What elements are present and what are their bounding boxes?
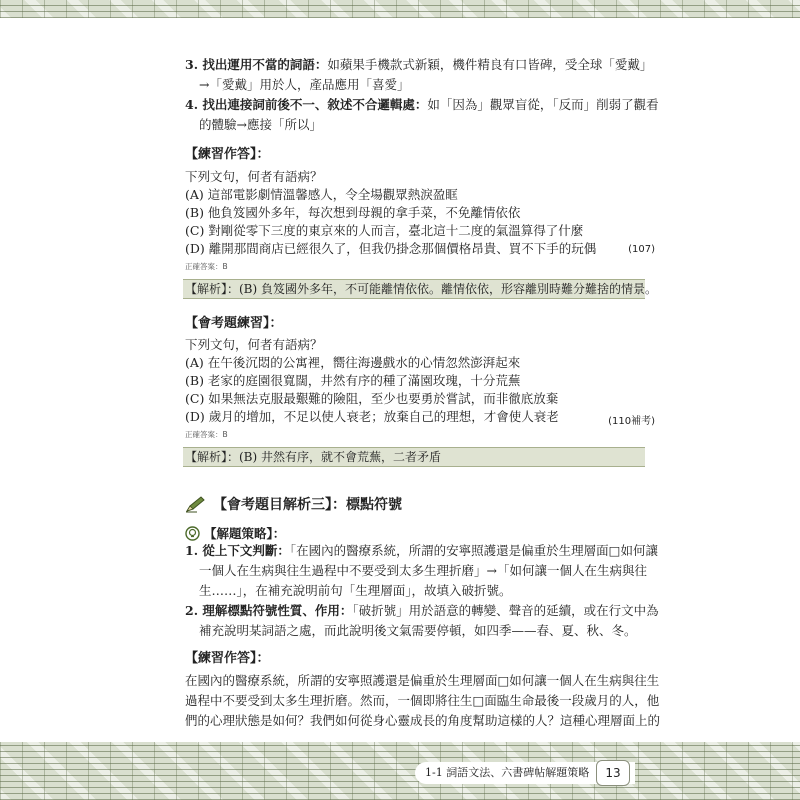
exam-option-c: (C) 如果無法克服最艱難的險阻，至少也要勇於嘗試，而非徹底放棄 [185, 391, 559, 406]
passage-line-1: 在國內的醫療系統，所謂的安寧照護還是偏重於生理層面□如何讓一個人在生病與往生 [185, 673, 660, 688]
decorative-bottom-border [0, 742, 800, 800]
question-source: (107) [628, 244, 655, 255]
exam-analysis-box: 【解析】：(B) 井然有序，就不會荒蕪，二者矛盾 [183, 447, 645, 467]
option-c: (C) 對剛從零下三度的東京來的人而言，臺北這十二度的氣溫算得了什麼 [185, 223, 584, 238]
point-1: 1. 從上下文判斷：「在國內的醫療系統，所謂的安寧照護還是偏重於生理層面□如何讓 [185, 543, 658, 558]
option-a: (A) 這部電影劇情溫馨感人，令全場觀眾熱淚盈眶 [185, 187, 458, 202]
passage-line-3: 們的心理狀態是如何？我們如何從身心靈成長的角度幫助這樣的人？這種心理層面上的 [185, 713, 661, 728]
exam-option-d: (D) 歲月的增加，不足以使人衰老；放棄自己的理想，才會使人衰老 [185, 409, 559, 424]
strategy-heading-text: 【解題策略】： [204, 526, 286, 541]
exam-practice-heading: 【會考題練習】： [185, 316, 283, 331]
point-2-line-2: 補充說明某詞語之處，而此說明後文氣需要停頓，如四季——春、夏、秋、冬。 [199, 623, 637, 638]
item-4: 4. 找出連接詞前後不一、敘述不合邏輯處：如「因為」觀眾盲從，「反而」削弱了觀看 [185, 97, 659, 112]
exam-question: 下列文句，何者有語病？ [185, 337, 323, 352]
passage-heading: 【練習作答】： [185, 651, 270, 666]
section-title-text: 【會考題目解析三】：標點符號 [213, 497, 402, 513]
item-4-cont: 的體驗→應接「所以」 [199, 117, 322, 132]
option-d: (D) 離開那間商店已經很久了，但我仍掛念那個價格昂貴、買不下手的玩偶 [185, 241, 597, 256]
correct-answer: 正確答案：B [185, 262, 228, 271]
strategy-heading [185, 524, 285, 542]
exam-correct-answer: 正確答案：B [185, 430, 228, 439]
chapter-label: 1-1 詞語文法、六書碑帖解題策略 [415, 762, 635, 784]
item-3: 3. 找出運用不當的詞語：如蘋果手機款式新穎，機件精良有口皆碑，受全球「愛戴」 [185, 57, 653, 72]
lightbulb-icon [185, 526, 200, 541]
exam-option-b: (B) 老家的庭園很寬闊，井然有序的種了滿園玫瑰，十分荒蕪 [185, 373, 521, 388]
item-3-cont: →「愛戴」用於人，產品應用「喜愛」 [199, 77, 410, 92]
analysis-box: 【解析】：(B) 負笈國外多年，不可能離情依依。離情依依，形容離別時難分難捨的情景。 [183, 279, 645, 299]
page-number: 13 [596, 760, 630, 786]
exam-question-source: (110補考) [608, 416, 655, 427]
passage-line-2: 過程中不要受到太多生理折磨。然而，一個即將往生□面臨生命最後一段歲月的人，他 [185, 693, 660, 708]
exam-option-a: (A) 在午後沉悶的公寓裡，嚮往海邊戲水的心情忽然澎湃起來 [185, 355, 521, 370]
decorative-top-border [0, 0, 800, 18]
point-2: 2. 理解標點符號性質、作用：「破折號」用於語意的轉變、聲音的延續，或在行文中為 [185, 603, 659, 618]
pencil-icon [185, 495, 207, 513]
section-title [185, 494, 402, 514]
practice-question: 下列文句，何者有語病？ [185, 169, 323, 184]
point-1-line-3: 生……」，在補充說明前句「生理層面」，故填入破折號。 [199, 583, 512, 598]
point-1-line-2: 一個人在生病與往生過程中不要受到太多生理折磨」→「如何讓一個人在生病與往 [199, 563, 647, 578]
option-b: (B) 他負笈國外多年，每次想到母親的拿手菜，不免離情依依 [185, 205, 521, 220]
practice-heading: 【練習作答】： [185, 147, 270, 162]
